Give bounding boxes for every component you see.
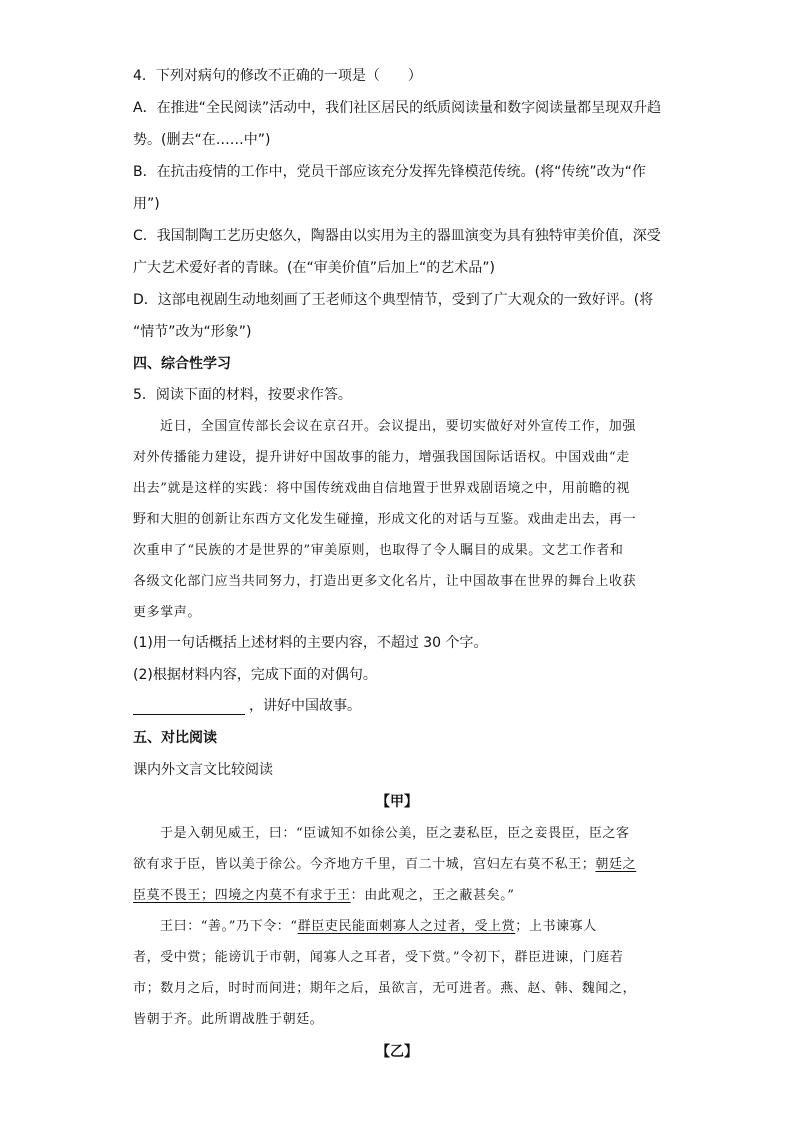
section-4-title: 四、综合性学习 — [133, 356, 231, 372]
option-c-line-1: C．我国制陶工艺历史悠久，陶器由以实用为主的器皿演变为具有独特审美价值，深受 — [133, 228, 661, 244]
question-5-stem: 5．阅读下面的材料，按要求作答。 — [133, 387, 352, 403]
fill-suffix: ，讲好中国故事。 — [249, 698, 361, 714]
section-5-title: 五、对比阅读 — [133, 730, 217, 746]
material-line: 对外传播能力建设，提升讲好中国故事的能力，增强我国国际话语权。中国戏曲“走 — [133, 450, 630, 465]
option-b-line-1: B．在抗击疫情的工作中，党员干部应该充分发挥先锋模范传统。(将“传统”改为“作 — [133, 164, 646, 180]
sub-question-2: (2)根据材料内容，完成下面的对偶句。 — [133, 667, 377, 683]
passage-text: ：由此观之，王之蔽甚矣。” — [350, 888, 515, 903]
option-a-line-2: 势。(删去“在……中”) — [133, 132, 271, 148]
passage-text: 欲有求于臣，皆以美于徐公。今齐地方千里，百二十城，宫妇左右莫不私王； — [133, 857, 596, 872]
material-line: 野和大胆的创新让东西方文化发生碰撞，形成文化的对话与互鉴。戏曲走出去，再一 — [133, 512, 637, 527]
passage-jia-line — [133, 856, 636, 874]
option-a-line-1: A．在推进“全民阅读”活动中，我们社区居民的纸质阅读量和数字阅读量都呈现双升趋 — [133, 100, 662, 116]
passage-jia-line: 者，受中赏；能谤讥于市朝，闻寡人之耳者，受下赏。”令初下，群臣进谏，门庭若 — [133, 950, 624, 965]
answer-blank[interactable] — [133, 700, 245, 715]
passage-jia-line: 皆朝于齐。此所谓战胜于朝廷。 — [133, 1012, 324, 1027]
question-4-stem: 4．下列对病句的修改不正确的一项是（ ） — [133, 68, 422, 84]
section-5-intro: 课内外文言文比较阅读 — [133, 762, 273, 778]
material-line: 近日，全国宣传部长会议在京召开。会议提出，要切实做好对外宣传工作，加强 — [160, 419, 637, 434]
underlined-text: 朝廷之 — [595, 857, 637, 872]
option-c-line-2: 广大艺术爱好者的青睐。(在“审美价值”后加上“的艺术品”) — [133, 260, 495, 276]
material-line: 更多掌声。 — [133, 605, 202, 620]
passage-jia-line — [133, 887, 515, 905]
passage-text: ；上书谏寡人 — [515, 919, 597, 934]
passage-jia-line: 于是入朝见威王，曰：“臣诚知不如徐公美，臣之妻私臣，臣之妾畏臣，臣之客 — [160, 826, 630, 841]
passage-jia-line — [160, 918, 597, 936]
sub-question-1: (1)用一句话概括上述材料的主要内容，不超过 30 个字。 — [133, 635, 488, 651]
material-line: 各级文化部门应当共同努力，打造出更多文化名片，让中国故事在世界的舞台上收获 — [133, 574, 637, 589]
passage-jia-line: 市；数月之后，时时而间进；期年之后，虽欲言，无可进者。燕、赵、韩、魏闻之， — [133, 981, 637, 996]
fill-blank-line — [133, 697, 361, 715]
option-d-line-2: “情节”改为“形象”) — [133, 324, 252, 340]
underlined-text: 群臣吏民能面刺寡人之过者，受上赏 — [297, 919, 516, 934]
passage-text: 王曰：“善。”乃下令：“ — [160, 919, 298, 934]
passage-yi-title: 【乙】 — [376, 1044, 418, 1060]
option-d-line-1: D．这部电视剧生动地刻画了王老师这个典型情节，受到了广大观众的一致好评。(将 — [133, 292, 654, 308]
option-b-line-2: 用”) — [133, 196, 160, 212]
passage-jia-title: 【甲】 — [376, 794, 418, 810]
material-line: 次重申了“民族的才是世界的”审美原则，也取得了令人瞩目的成果。文艺工作者和 — [133, 543, 624, 558]
underlined-text: 臣莫不畏王；四境之内莫不有求于王 — [133, 888, 351, 903]
material-line: 出去”就是这样的实践：将中国传统戏曲自信地置于世界戏剧语境之中，用前瞻的视 — [133, 481, 630, 496]
